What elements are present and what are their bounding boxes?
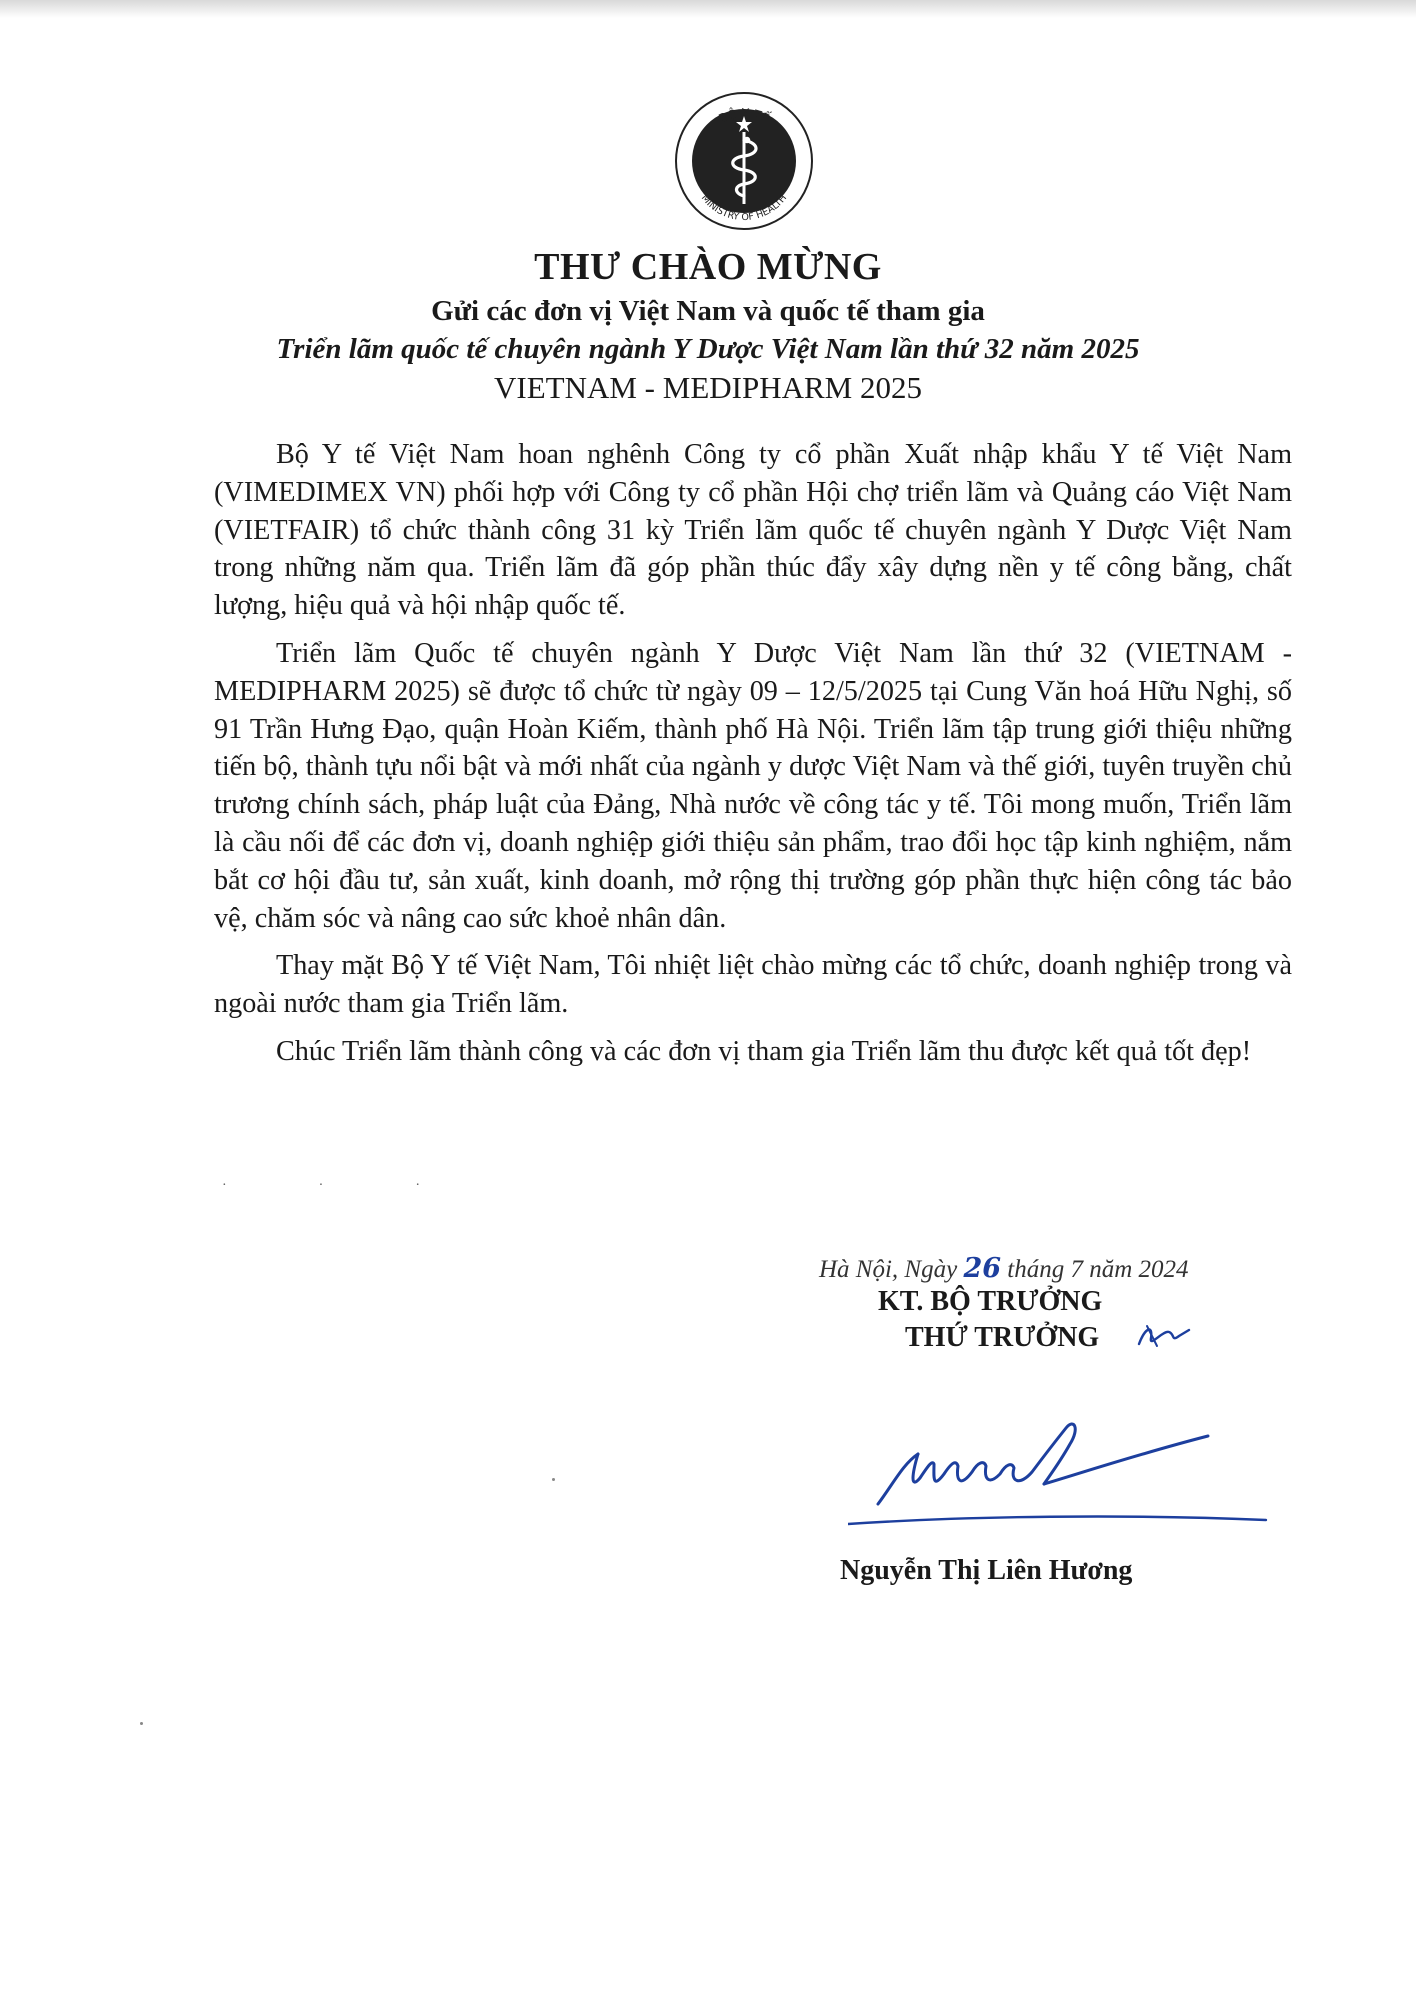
scan-speck — [140, 1722, 143, 1725]
event-code: VIETNAM - MEDIPHARM 2025 — [494, 370, 922, 405]
signature-icon — [848, 1404, 1268, 1534]
signer-name: Nguyễn Thị Liên Hương — [840, 1555, 1133, 1586]
event-name: Triển lãm quốc tế chuyên ngành Y Dược Việt Nam lần thứ 32 năm 2025 — [276, 333, 1140, 365]
svg-text:BỘ Y TẾ: BỘ Y TẾ — [716, 105, 772, 126]
date-line — [819, 1253, 1189, 1284]
body-paragraph: Chúc Triển lãm thành công và các đơn vị tham gia Triển lãm thu được kết quả tốt đẹp! — [276, 1035, 1252, 1067]
letter-title: THƯ CHÀO MỪNG — [534, 246, 882, 288]
body-paragraph: Triển lãm Quốc tế chuyên ngành Y Dược Việt Nam lần thứ 32 (VIETNAM - MEDIPHARM 2025) sẽ được tổ chức từ ngày 09 – 12/5/2025 tại Cung Văn hoá Hữu Nghị, số 91 Trần Hưng Đạo, quận Hoàn Kiếm, thành phố Hà Nội. Triển lãm tập trung giới thiệu những tiến bộ, thành tựu nổi bật và mới nhất của ngành y dược Việt Nam và thế giới, tuyên truyền chủ trương chính sách, pháp luật của Đảng, Nhà nước về công tác y tế. Tôi mong muốn, Triển lãm là cầu nối để các đơn vị, doanh nghiệp giới thiệu sản phẩm, trao đổi học tập kinh nghiệm, nắm bắt cơ hội đầu tư, sản xuất, kinh doanh, mở rộng thị trường góp phần thực hiện công tác bảo vệ, chăm sóc và nâng cao sức khoẻ nhân dân. — [214, 637, 1292, 934]
date-suffix: tháng 7 năm 2024 — [1001, 1256, 1189, 1283]
letter-subtitle: Gửi các đơn vị Việt Nam và quốc tế tham gia — [431, 295, 985, 327]
date-day: 26 — [963, 1253, 1002, 1284]
body-paragraph: Thay mặt Bộ Y tế Việt Nam, Tôi nhiệt liệt chào mừng các tổ chức, doanh nghiệp trong và ngoài nước tham gia Triển lãm. — [214, 950, 1292, 1020]
scan-speck — [552, 1478, 555, 1481]
body-paragraph: Bộ Y tế Việt Nam hoan nghênh Công ty cổ phần Xuất nhập khẩu Y tế Việt Nam (VIMEDIMEX VN) phối hợp với Công ty cổ phần Hội chợ triển lãm và Quảng cáo Việt Nam (VIETFAIR) tổ chức thành công 31 kỳ Triển lãm quốc tế chuyên ngành Y Dược Việt Nam trong những năm qua. Triển lãm đã góp phần thúc đẩy xây dựng nền y tế công bằng, chất lượng, hiệu quả và hội nhập quốc tế. — [214, 439, 1292, 622]
letter-body — [214, 436, 1292, 1081]
signer-title-deputy: THỨ TRƯỞNG — [905, 1322, 1100, 1353]
ministry-seal-icon — [673, 90, 815, 232]
date-prefix: Hà Nội, Ngày — [819, 1256, 964, 1283]
svg-text:MINISTRY OF HEALTH: MINISTRY OF HEALTH — [698, 192, 790, 224]
initial-mark-icon — [1133, 1318, 1193, 1352]
scan-edge — [0, 0, 1416, 18]
scan-dots: ··· — [222, 1178, 512, 1193]
signer-title-minister: KT. BỘ TRƯỞNG — [878, 1286, 1103, 1317]
